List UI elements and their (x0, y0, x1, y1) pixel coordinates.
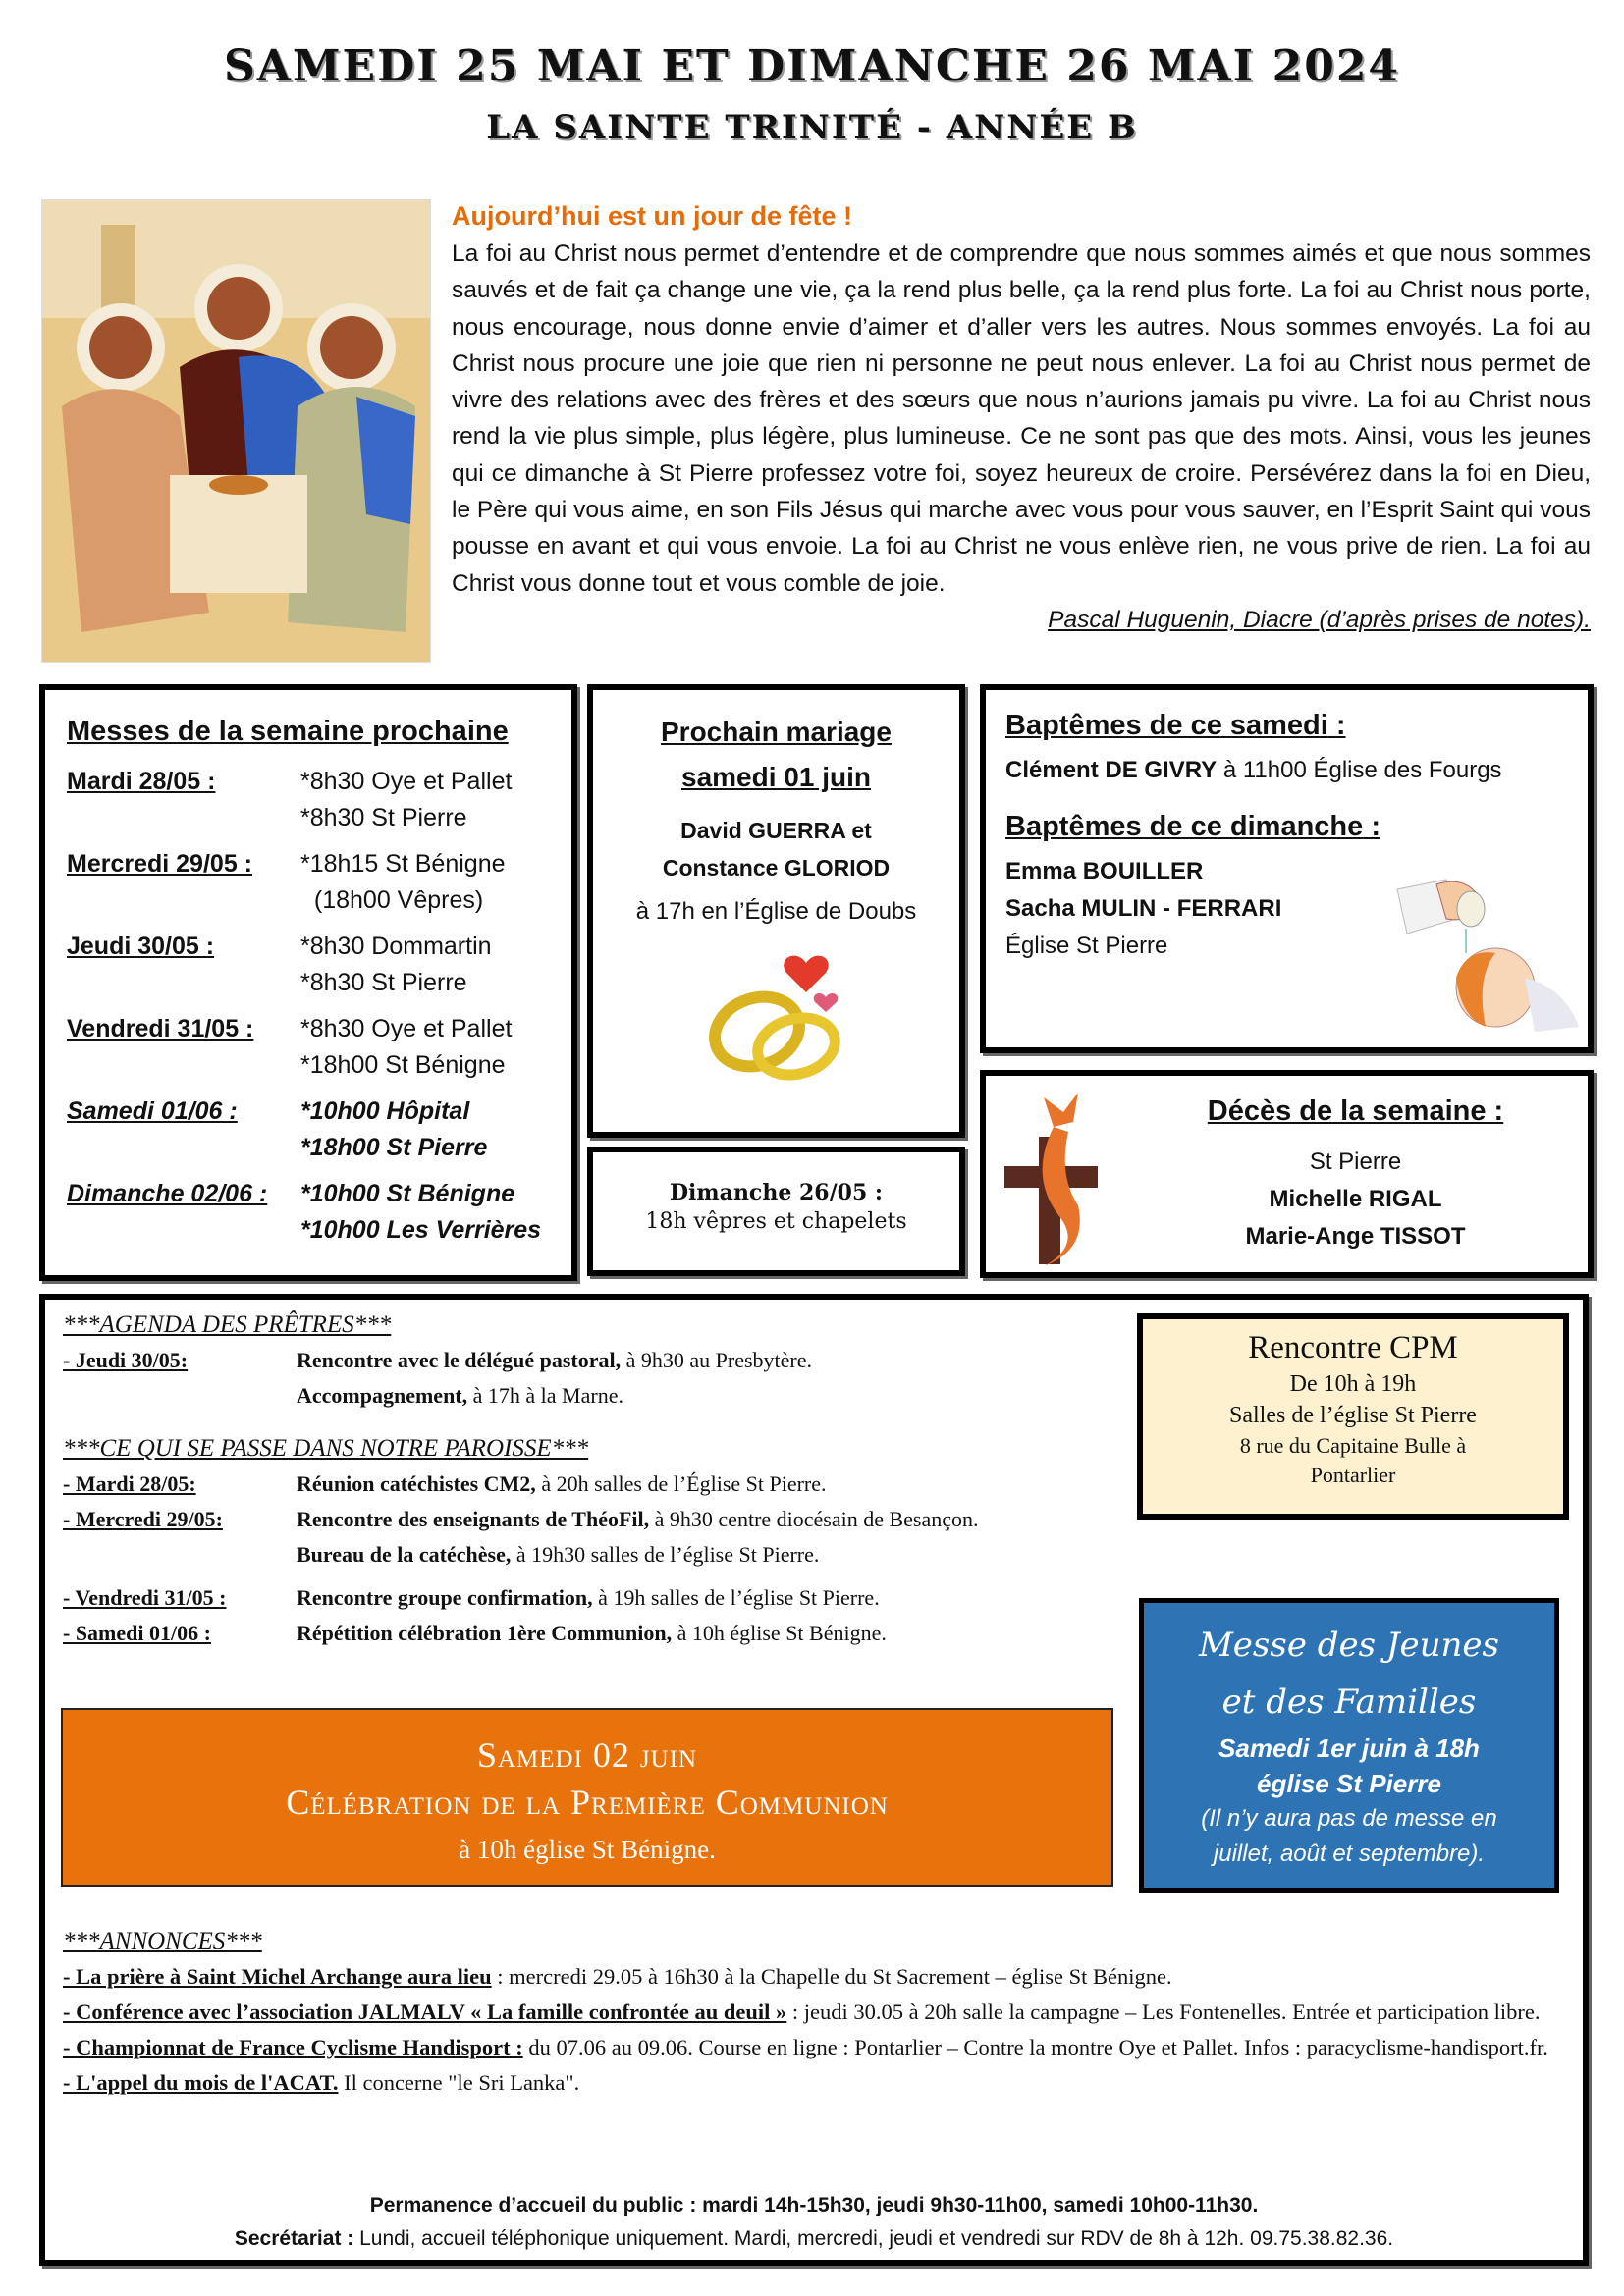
bapteme-name: Emma BOUILLER (1005, 858, 1204, 884)
messe-jeunes-date: Samedi 1er juin à 18h (1218, 1734, 1480, 1763)
messe-row (67, 1094, 552, 1166)
communion-title: Célébration de la Première Communion (286, 1783, 889, 1822)
agenda-day (63, 1378, 297, 1414)
cpm-address-1: 8 rue du Capitaine Bulle à (1239, 1433, 1467, 1458)
messe-times (300, 846, 506, 919)
deces-place: St Pierre (1309, 1148, 1402, 1175)
messe-time: *8h30 Oye et Pallet (300, 1015, 513, 1042)
mariage-name-2: Constance GLORIOD (662, 855, 891, 881)
cross-dove-icon (1000, 1088, 1108, 1274)
paroisse-row (63, 1502, 1123, 1537)
messe-jeunes-title-2: et des Familles (1221, 1682, 1477, 1722)
mariage-title: Prochain mariage (661, 717, 892, 747)
paroisse-day: - Mardi 28/05: (63, 1471, 196, 1496)
messe-day: Dimanche 02/06 : (67, 1180, 268, 1207)
messe-jeunes-note: (Il n’y aura pas de messe en juillet, août et septembre). (1201, 1805, 1497, 1867)
messe-day: Vendredi 31/05 : (67, 1015, 254, 1042)
messe-time: *8h30 St Pierre (300, 969, 467, 996)
paroisse-title: ***CE QUI SE PASSE DANS NOTRE PAROISSE*** (63, 1435, 589, 1462)
paroisse-event: Réunion catéchistes CM2, à 20h salles de l’Église St Pierre. (297, 1471, 827, 1496)
messes-title: Messes de la semaine prochaine (67, 716, 509, 747)
messe-time: *10h00 Les Verrières (300, 1216, 542, 1244)
paroisse-event: Rencontre des enseignants de ThéoFil, à 9h30 centre diocésain de Besançon. (297, 1507, 979, 1531)
page-title: SAMEDI 25 MAI ET DIMANCHE 26 MAI 2024 (223, 41, 1401, 91)
messe-time: *10h00 Hôpital (300, 1097, 470, 1125)
agenda-event: Accompagnement, à 17h à la Marne. (297, 1383, 623, 1408)
wedding-rings-icon (593, 943, 959, 1095)
messes-box (39, 684, 577, 1281)
deces-box (980, 1070, 1594, 1278)
messe-row (67, 1011, 552, 1084)
agenda-section (63, 1308, 1123, 1651)
messe-row (67, 846, 552, 919)
bapteme-samedi-entry: Clément DE GIVRY à 11h00 Église des Fourgs (1005, 757, 1502, 783)
messe-day: Mardi 28/05 : (67, 768, 216, 795)
messe-row (67, 764, 552, 836)
messe-row (67, 1176, 552, 1249)
deces-name: Michelle RIGAL (1269, 1186, 1442, 1212)
mariage-date: samedi 01 juin (681, 762, 871, 792)
mariage-place: à 17h en l’Église de Doubs (635, 898, 917, 925)
messe-time: *8h30 Dommartin (300, 933, 492, 960)
paroisse-day: - Vendredi 31/05 : (63, 1585, 227, 1610)
annonce-item: - Championnat de France Cyclisme Handisport : du 07.06 au 09.06. Course en ligne : Pontarlier – Contre la montre Oye et Pallet. Infos : paracyclisme-handisport.fr. (63, 2035, 1548, 2059)
messe-times (300, 1011, 512, 1084)
paroisse-row (63, 1580, 1123, 1616)
agenda-day: - Jeudi 30/05: (63, 1348, 189, 1372)
paroisse-event: Répétition célébration 1ère Communion, à 10h église St Bénigne. (297, 1621, 887, 1645)
bapteme-dimanche-title: Baptêmes de ce dimanche : (1005, 811, 1380, 842)
mariage-name-1: David GUERRA et (680, 818, 872, 843)
messe-day: Mercredi 29/05 : (67, 850, 252, 878)
vepres-text: 18h vêpres et chapelets (645, 1209, 907, 1234)
cpm-place: Salles de l’église St Pierre (1229, 1403, 1477, 1428)
paroisse-day: - Mercredi 29/05: (63, 1507, 223, 1531)
messe-day: Samedi 01/06 : (67, 1097, 238, 1125)
paroisse-row (63, 1467, 1123, 1502)
trinity-icon-image (41, 199, 431, 663)
annonces-title: ***ANNONCES*** (63, 1928, 262, 1954)
messe-jeunes-place: église St Pierre (1257, 1769, 1441, 1798)
messe-time: *18h15 St Bénigne (300, 850, 506, 878)
mariage-box (587, 684, 965, 1138)
annonce-item: - La prière à Saint Michel Archange aura lieu : mercredi 29.05 à 16h30 à la Chapelle du St Sacrement – église St Bénigne. (63, 1964, 1172, 1989)
paroisse-row (63, 1537, 1123, 1573)
paroisse-day: - Samedi 01/06 : (63, 1621, 211, 1645)
paroisse-row (63, 1616, 1123, 1651)
deces-title: Décès de la semaine : (1207, 1095, 1504, 1127)
paroisse-event: Bureau de la catéchèse, à 19h30 salles de l’église St Pierre. (297, 1542, 820, 1567)
messe-times (300, 764, 512, 836)
cpm-hours: De 10h à 19h (1289, 1371, 1417, 1397)
secretariat-text: Secrétariat : Lundi, accueil téléphonique uniquement. Mardi, mercredi, jeudi et vendredi sur RDV de 8h à 12h. 09.75.38.82.36. (234, 2227, 1394, 2250)
bapteme-place: Église St Pierre (1005, 933, 1168, 959)
agenda-title: ***AGENDA DES PRÊTRES*** (63, 1311, 392, 1338)
messe-time: *18h00 St Bénigne (300, 1051, 506, 1079)
messe-times (300, 1176, 541, 1249)
paroisse-event: Rencontre groupe confirmation, à 19h salles de l’église St Pierre. (297, 1585, 880, 1610)
annonces-section (63, 1924, 1565, 2101)
baptism-illustration-icon (1387, 870, 1584, 1041)
permanence-text: Permanence d’accueil du public : mardi 14h-15h30, jeudi 9h30-11h00, samedi 10h00-11h30. (369, 2194, 1259, 2216)
bapteme-samedi-title: Baptêmes de ce samedi : (1005, 710, 1346, 741)
messe-time: *18h00 St Pierre (300, 1134, 488, 1161)
communion-detail: à 10h église St Bénigne. (459, 1835, 716, 1864)
annonce-item: - Conférence avec l’association JALMALV « La famille confrontée au deuil » : jeudi 30.05 à 20h salle la campagne – Les Fontenelles. Entrée et participation libre. (63, 2000, 1541, 2024)
vepres-day: Dimanche 26/05 : (669, 1180, 884, 1205)
messe-times (300, 1094, 487, 1166)
messe-time: (18h00 Vêpres) (300, 886, 484, 914)
messe-day: Jeudi 30/05 : (67, 933, 215, 960)
homily-section (452, 196, 1591, 638)
messe-times (300, 929, 492, 1001)
messe-time: *8h30 St Pierre (300, 804, 467, 831)
messe-jeunes-box (1139, 1598, 1559, 1893)
paroisse-day (63, 1537, 297, 1573)
cpm-box (1137, 1313, 1569, 1520)
messe-time: *8h30 Oye et Pallet (300, 768, 513, 795)
vepres-box (587, 1147, 965, 1276)
communion-banner (61, 1708, 1113, 1887)
bapteme-name: Sacha MULIN - FERRARI (1005, 895, 1282, 922)
baptemes-box (980, 684, 1594, 1053)
homily-heading: Aujourd’hui est un jour de fête ! (452, 201, 852, 231)
page-subtitle: LA SAINTE TRINITÉ - ANNÉE B (486, 108, 1138, 147)
annonce-item: - L'appel du mois de l'ACAT. Il concerne "le Sri Lanka". (63, 2070, 580, 2095)
agenda-row (63, 1343, 1123, 1378)
cpm-address-2: Pontarlier (1310, 1463, 1396, 1487)
messe-jeunes-title-1: Messe des Jeunes (1198, 1626, 1500, 1665)
communion-date: Samedi 02 juin (476, 1735, 698, 1775)
agenda-row (63, 1378, 1123, 1414)
messe-row (67, 929, 552, 1001)
cpm-title: Rencontre CPM (1248, 1330, 1458, 1365)
homily-signature: Pascal Huguenin, Diacre (d’après prises de notes). (1048, 606, 1591, 633)
deces-name: Marie-Ange TISSOT (1245, 1223, 1466, 1250)
messe-time: *10h00 St Bénigne (300, 1180, 515, 1207)
homily-text: La foi au Christ nous permet d’entendre et de comprendre que nous sommes aimés et que nous sommes sauvés et de fait ça change une vie, ça la rend plus belle, ça la rend plus forte. La foi au Christ nous porte, nous encourage, nous donne envie d’aimer et d’aller vers les autres. Nous sommes envoyés. La foi au Christ nous procure une joie que rien ni personne ne peut nous enlever. La foi au Christ nous permet de vivre des relations avec des frères et des sœurs que nous n’aurions jamais pu vivre. La foi au Christ nous rend la vie plus simple, plus légère, plus lumineuse. Ce ne sont pas que des mots. Ainsi, vous les jeunes qui ce dimanche à St Pierre professez votre foi, soyez heureux de croire. Persévérez dans la foi en Dieu, le Père qui vous aime, en son Fils Jésus qui marche avec vous pour vous sauver, en l’Esprit Saint qui vous pousse en avant et qui vous envoie. La foi au Christ ne vous enlève rien, ne vous prive de rien. La foi au Christ vous donne tout et vous comble de joie. (452, 240, 1591, 597)
agenda-event: Rencontre avec le délégué pastoral, à 9h30 au Presbytère. (297, 1348, 813, 1372)
